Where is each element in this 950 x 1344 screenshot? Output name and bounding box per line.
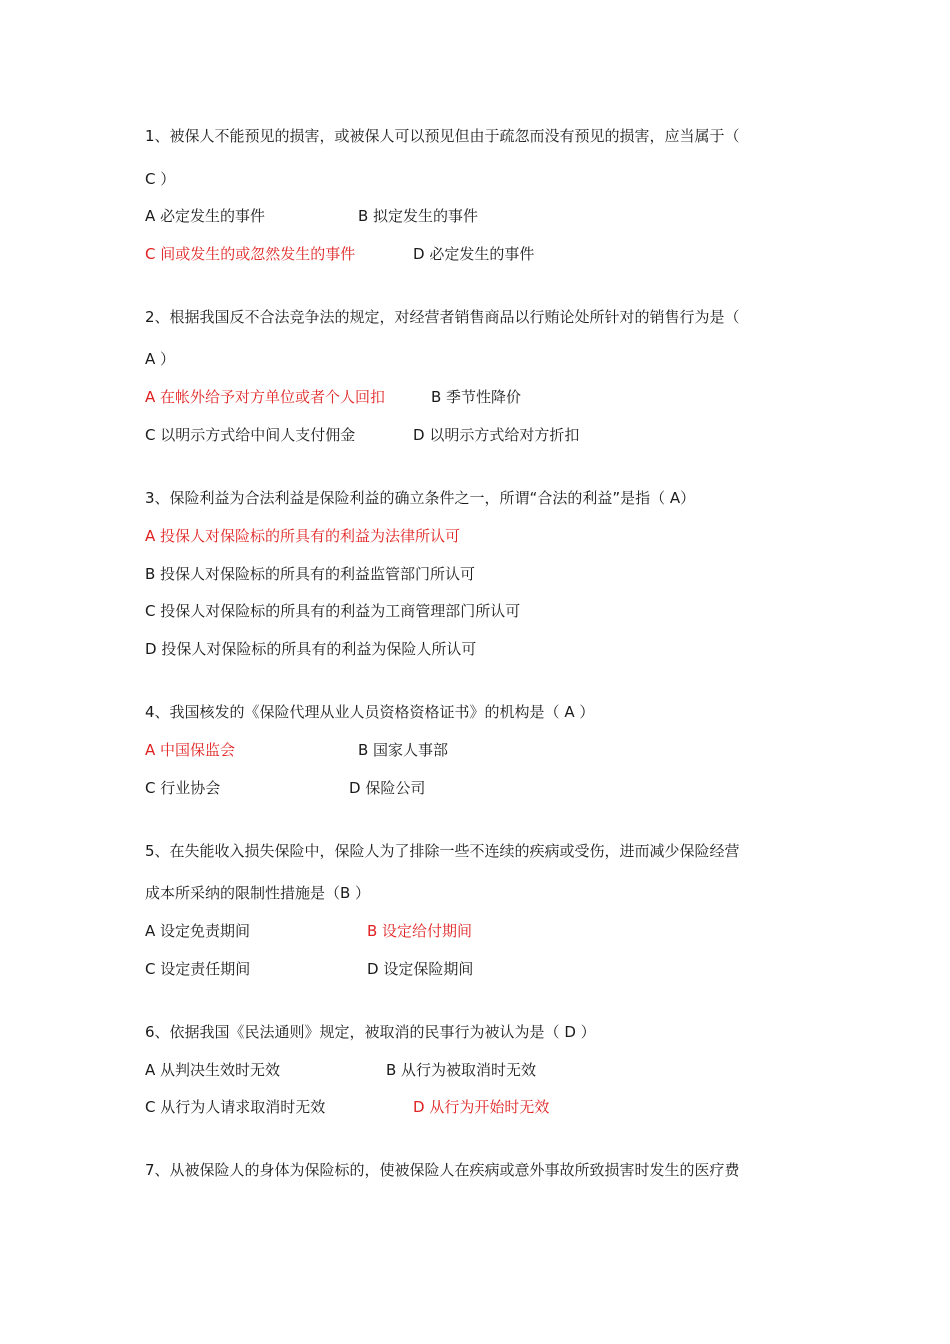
question-3-option-d: D 投保人对保险标的所具有的利益为保险人所认可	[145, 640, 477, 658]
question-6-option-c: C 从行为人请求取消时无效	[145, 1098, 326, 1116]
question-2-option-a: A 在帐外给予对方单位或者个人回扣	[145, 388, 386, 406]
question-3-option-a: A 投保人对保险标的所具有的利益为法律所认可	[145, 527, 461, 545]
question-6-option-b: B 从行为被取消时无效	[386, 1061, 537, 1079]
question-6-option-a: A 从判决生效时无效	[145, 1061, 281, 1079]
question-1-stem-line-2: C ）	[145, 170, 176, 188]
question-1-option-b: B 拟定发生的事件	[358, 207, 479, 225]
question-5-option-a: A 设定免责期间	[145, 922, 251, 940]
question-3-option-b: B 投保人对保险标的所具有的利益监管部门所认可	[145, 565, 476, 583]
question-2-option-b: B 季节性降价	[431, 388, 522, 406]
question-2-option-d: D 以明示方式给对方折扣	[413, 426, 580, 444]
question-7-stem-line-1: 7、从被保险人的身体为保险标的，使被保险人在疾病或意外事故所致损害时发生的医疗费	[145, 1161, 740, 1179]
question-6-stem-line-1: 6、依据我国《民法通则》规定，被取消的民事行为被认为是（ D ）	[145, 1023, 596, 1041]
question-2-stem-line-1: 2、根据我国反不合法竞争法的规定，对经营者销售商品以行贿论处所针对的销售行为是（	[145, 308, 740, 326]
question-4-stem-line-1: 4、我国核发的《保险代理从业人员资格资格证书》的机构是（ A ）	[145, 703, 595, 721]
question-1-option-d: D 必定发生的事件	[413, 245, 535, 263]
question-5-option-c: C 设定责任期间	[145, 960, 251, 978]
question-3-option-c: C 投保人对保险标的所具有的利益为工商管理部门所认可	[145, 602, 521, 620]
question-4-option-a: A 中国保监会	[145, 741, 236, 759]
question-4-option-c: C 行业协会	[145, 779, 221, 797]
question-5-option-d: D 设定保险期间	[367, 960, 474, 978]
question-1-option-c: C 间或发生的或忽然发生的事件	[145, 245, 356, 263]
question-4-option-b: B 国家人事部	[358, 741, 449, 759]
question-6-option-d: D 从行为开始时无效	[413, 1098, 550, 1116]
question-5-stem-line-2: 成本所采纳的限制性措施是（B ）	[145, 884, 371, 902]
question-4-option-d: D 保险公司	[349, 779, 426, 797]
question-3-stem-line-1: 3、保险利益为合法利益是保险利益的确立条件之一，所谓“合法的利益”是指（ A）	[145, 489, 696, 507]
question-5-option-b: B 设定给付期间	[367, 922, 473, 940]
question-1-option-a: A 必定发生的事件	[145, 207, 266, 225]
question-2-option-c: C 以明示方式给中间人支付佣金	[145, 426, 356, 444]
question-1-stem-line-1: 1、被保人不能预见的损害，或被保人可以预见但由于疏忽而没有预见的损害，应当属于（	[145, 127, 740, 145]
question-5-stem-line-1: 5、在失能收入损失保险中，保险人为了排除一些不连续的疾病或受伤，进而减少保险经营	[145, 842, 740, 860]
question-2-stem-line-2: A ）	[145, 350, 176, 368]
